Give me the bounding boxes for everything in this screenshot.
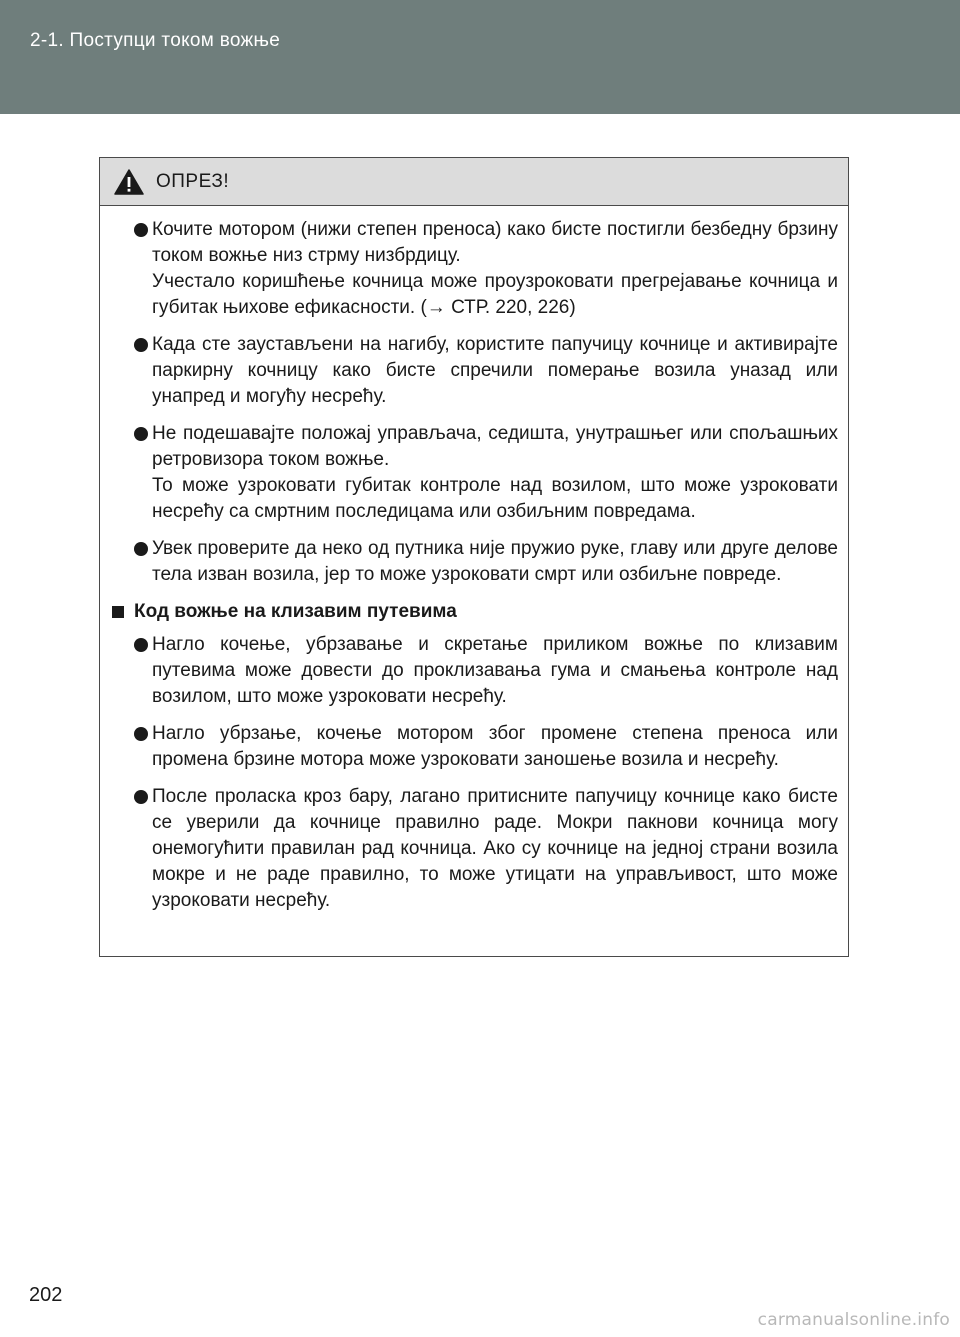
item-paragraph: После проласка кроз бару, лагано притисните папучицу кочнице како бисте се уверили да кочнице правилно раде. Мокри пакнови кочница могу онемогућити правилан рад кочница. Ако су кочнице на једној страни возила мокре и не раде правилно, то може утицати на управљивост, што може узроковати несрећу. xyxy=(152,786,838,911)
bullet-icon xyxy=(134,727,148,741)
caution-title: ОПРЕЗ! xyxy=(156,170,230,192)
caution-item xyxy=(134,217,838,321)
watermark: carmanualsonline.info xyxy=(757,1310,950,1330)
subsection-item xyxy=(134,721,838,773)
bullet-icon xyxy=(134,542,148,556)
page-number: 202 xyxy=(29,1284,63,1306)
caution-item xyxy=(134,536,838,588)
item-paragraph: Нагло убрзање, кочење мотором због промене степена преноса или промена брзине мотора може узроковати заношење возила и несрећу. xyxy=(152,723,838,770)
item-paragraph: Нагло кочење, убрзавање и скретање приликом вожње по клизавим путевима може довести до проклизавања гума и смањења контроле над возилом, што може узроковати несрећу. xyxy=(152,634,838,707)
caution-item xyxy=(134,332,838,410)
caution-box xyxy=(99,157,849,957)
subsection-heading xyxy=(110,599,838,625)
item-paragraph: Учестало коришћење кочница може проузроковати прегрејавање кочница и губитак њихове ефикасности. (→ СТР. 220, 226) xyxy=(152,271,838,318)
square-bullet-icon xyxy=(112,606,124,618)
header-bar xyxy=(0,0,960,114)
section-title: 2-1. Поступци током вожње xyxy=(30,30,281,51)
item-paragraph: Увек проверите да неко од путника није пружио руке, главу или друге делове тела изван возила, јер то може узроковати смрт или озбиљне повреде. xyxy=(152,538,838,585)
bullet-icon xyxy=(134,338,148,352)
item-paragraph: Не подешавајте положај управљача, седишта, унутрашњег или спољашњих ретровизора током вожње. xyxy=(152,423,838,470)
item-paragraph: Кочите мотором (нижи степен преноса) како бисте постигли безбедну брзину током вожње низ стрму низбрдицу. xyxy=(152,219,838,266)
caution-item xyxy=(134,421,838,525)
bullet-icon xyxy=(134,638,148,652)
subsection-item xyxy=(134,632,838,710)
item-paragraph: То може узроковати губитак контроле над возилом, што може узроковати несрећу са смртним последицама или озбиљним повредама. xyxy=(152,475,838,522)
warning-icon xyxy=(114,169,144,195)
caution-body xyxy=(100,206,848,914)
subsection-item xyxy=(134,784,838,914)
item-paragraph: Када сте заустављени на нагибу, користите папучицу кочнице и активирајте паркирну кочницу како бисте спречили померање возила уназад или унапред и могућу несрећу. xyxy=(152,334,838,407)
subsection-heading-text: Код вожње на клизавим путевима xyxy=(134,601,457,622)
bullet-icon xyxy=(134,223,148,237)
bullet-icon xyxy=(134,427,148,441)
caution-header xyxy=(100,158,848,206)
bullet-icon xyxy=(134,790,148,804)
